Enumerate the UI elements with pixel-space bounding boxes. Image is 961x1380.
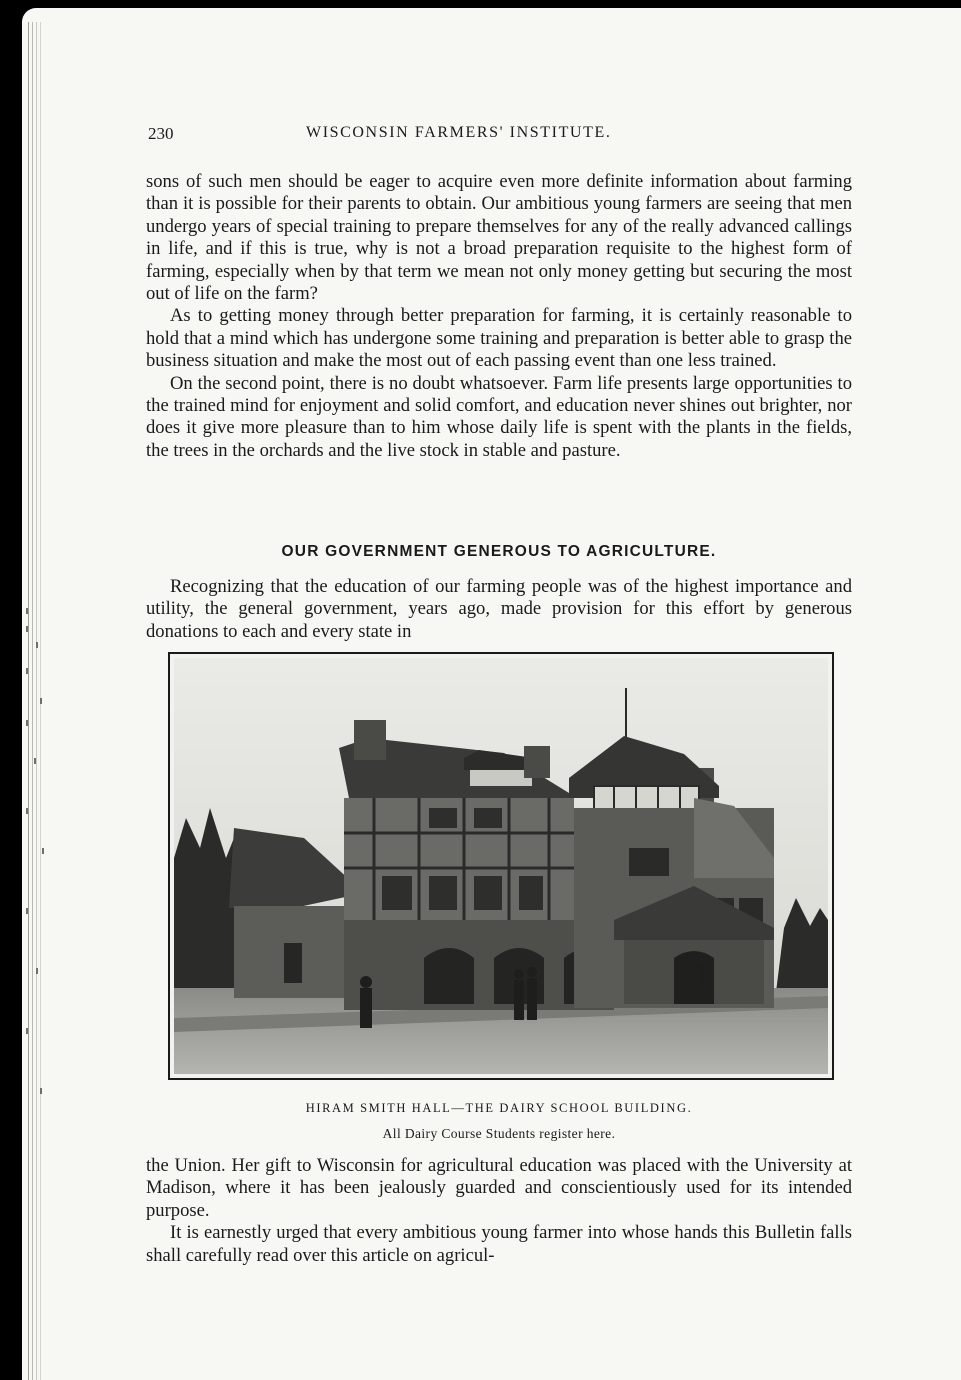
paragraph: sons of such men should be eager to acquire even more definite information about farming than it is possible for their parents to obtain. Our ambitious young farmers are seeing that men undergo years of special training to prepare themselves for any of the really advanced callings in life, and if this is true, why is not a broad preparation requisite to the highest form of farming, especially when by that term we mean not only money getting but securing the most out of life on the farm? bbox=[146, 171, 852, 305]
body-text-section bbox=[146, 576, 852, 643]
figure-frame bbox=[168, 652, 834, 1080]
paragraph: On the second point, there is no doubt whatsoever. Farm life presents large opportunities to the trained mind for enjoyment and solid comfort, and education never shines out brighter, nor does it give more pleasure than to him whose daily life is spent with the plants in the fields, the trees in the orchards and the live stock in stable and pasture. bbox=[146, 372, 852, 461]
paragraph: the Union. Her gift to Wisconsin for agricultural education was placed with the University at Madison, where it has been jealously guarded and conscientiously used for its intended purpose. bbox=[146, 1155, 852, 1221]
body-text-bottom bbox=[146, 1155, 852, 1267]
building-photo bbox=[174, 658, 828, 1074]
paragraph: It is earnestly urged that every ambitious young farmer into whose hands this Bulletin falls shall carefully read over this article on agricul- bbox=[146, 1222, 852, 1266]
figure-caption: HIRAM SMITH HALL—THE DAIRY SCHOOL BUILDING. bbox=[305, 1101, 693, 1115]
paragraph: Recognizing that the education of our farming people was of the highest importance and utility, the general government, years ago, made provision for this effort by generous donations to each and every state in bbox=[146, 576, 852, 642]
paragraph: As to getting money through better preparation for farming, it is certainly reasonable to hold that a mind which has undergone some training and preparation is better able to grasp the business situation and make the most out of each passing event than one less trained. bbox=[146, 305, 852, 372]
body-text-top bbox=[146, 171, 852, 462]
running-head bbox=[148, 124, 848, 148]
running-title: WISCONSIN FARMERS' INSTITUTE. bbox=[306, 124, 612, 141]
margin-specks bbox=[22, 608, 62, 1128]
section-heading: OUR GOVERNMENT GENEROUS TO AGRICULTURE. bbox=[281, 543, 717, 560]
page-number: 230 bbox=[148, 124, 174, 143]
figure-note: All Dairy Course Students register here. bbox=[382, 1126, 616, 1141]
